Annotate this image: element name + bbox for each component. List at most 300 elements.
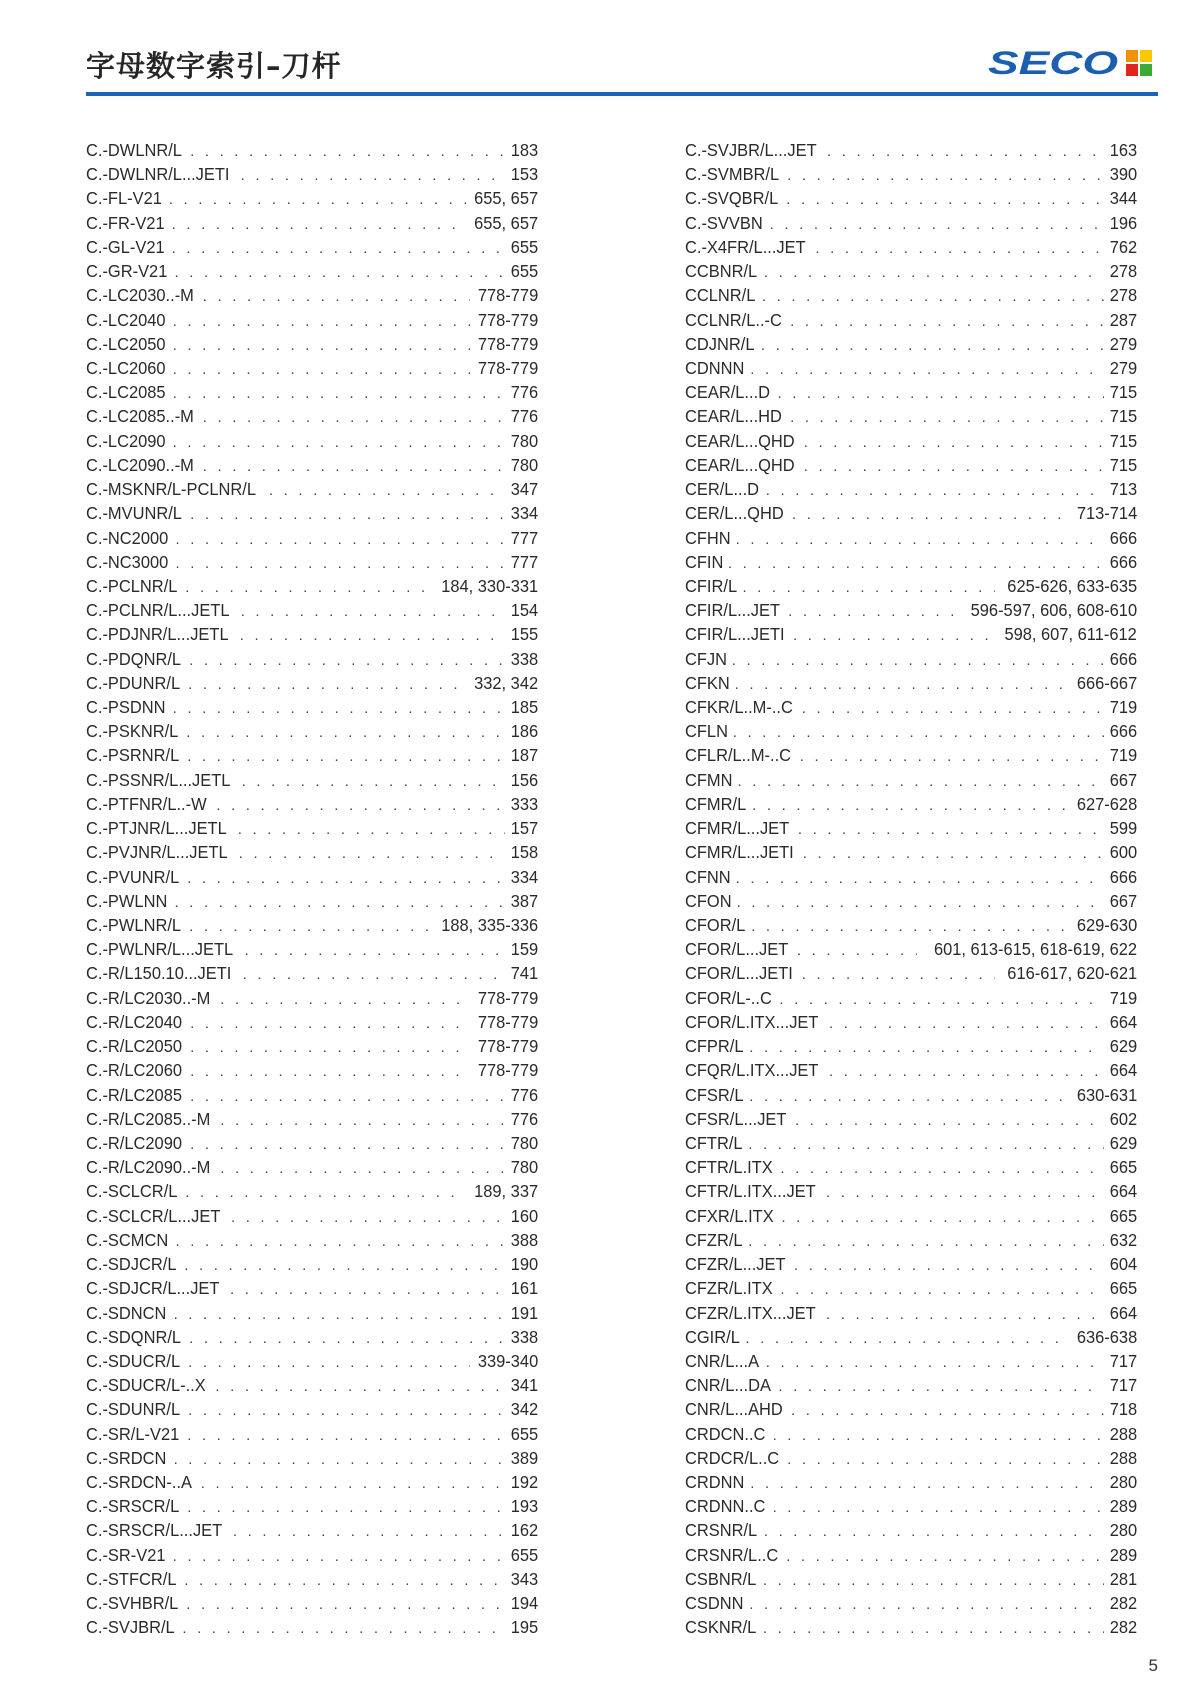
entry-pages: 338 — [510, 648, 538, 669]
dot-leader — [182, 1617, 504, 1641]
entry-code: CFMR/L...JETI — [685, 842, 794, 863]
entry-pages: 713 — [1109, 479, 1137, 500]
entry-pages: 627-628 — [1076, 793, 1137, 814]
index-entry — [86, 1470, 538, 1494]
index-entry — [86, 380, 538, 404]
entry-pages: 713-714 — [1076, 503, 1137, 524]
entry-pages: 194 — [510, 1593, 538, 1614]
index-entry — [86, 1518, 538, 1542]
entry-code: C.-DWLNR/L — [86, 140, 182, 160]
entry-code: CFTR/L.ITX...JET — [685, 1181, 816, 1202]
index-entry — [685, 356, 1137, 380]
index-entry — [685, 283, 1137, 307]
index-entry — [86, 1591, 538, 1615]
index-entry — [86, 1252, 538, 1276]
entry-pages: 667 — [1109, 890, 1137, 911]
entry-pages: 287 — [1109, 309, 1137, 330]
entry-pages: 777 — [510, 527, 538, 548]
index-entry — [685, 332, 1137, 356]
index-entry — [685, 961, 1137, 985]
index-entry — [86, 477, 538, 501]
dot-leader — [763, 1569, 1104, 1593]
index-entry — [685, 695, 1137, 719]
entry-pages: 780 — [510, 454, 538, 475]
entry-code: C.-FL-V21 — [86, 188, 162, 209]
entry-pages: 777 — [510, 551, 538, 572]
entry-pages: 341 — [510, 1375, 538, 1396]
index-entry — [685, 1083, 1137, 1107]
entry-code: C.-PDQNR/L — [86, 648, 182, 669]
dot-leader — [787, 1448, 1104, 1472]
entry-code: C.-STFCR/L — [86, 1568, 177, 1589]
index-entry — [685, 259, 1137, 283]
dot-leader — [241, 164, 505, 188]
dot-leader — [185, 1181, 466, 1205]
entry-code: C.-SRDCN-..A — [86, 1472, 193, 1493]
index-entry — [685, 308, 1137, 332]
dot-leader — [790, 310, 1104, 334]
entry-pages: 288 — [1109, 1447, 1137, 1468]
entry-pages: 666 — [1109, 551, 1137, 572]
entry-pages: 282 — [1109, 1593, 1137, 1614]
entry-code: CFKN — [685, 672, 730, 693]
dot-leader — [174, 1303, 505, 1327]
dot-leader — [732, 649, 1104, 673]
dot-leader — [827, 140, 1104, 164]
dot-leader — [751, 915, 1069, 939]
entry-code: C.-LC2060 — [86, 357, 166, 378]
index-entry — [685, 1543, 1137, 1567]
entry-pages: 279 — [1109, 333, 1137, 354]
dot-leader — [736, 528, 1104, 552]
entry-code: C.-LC2030..-M — [86, 285, 194, 306]
entry-code: CRDNN..C — [685, 1496, 766, 1517]
dot-leader — [203, 455, 505, 479]
entry-pages: 599 — [1109, 818, 1137, 839]
page-header — [86, 42, 1158, 92]
dot-leader — [172, 237, 505, 261]
entry-code: C.-SVQBR/L — [685, 188, 779, 209]
entry-pages: 655, 657 — [473, 188, 538, 209]
entry-code: C.-GL-V21 — [86, 236, 165, 257]
dot-leader — [190, 140, 505, 164]
index-entry — [86, 816, 538, 840]
dot-leader — [203, 285, 470, 309]
entry-pages: 717 — [1109, 1350, 1137, 1371]
entry-code: CFOR/L...JET — [685, 939, 789, 960]
index-column-left — [86, 138, 538, 1640]
dot-leader — [779, 988, 1103, 1012]
index-entry — [86, 1494, 538, 1518]
index-entry — [86, 1034, 538, 1058]
index-entry — [86, 768, 538, 792]
index-entry — [685, 768, 1137, 792]
index-entry — [685, 622, 1137, 646]
dot-leader — [804, 431, 1104, 455]
entry-code: C.-MSKNR/L-PCLNR/L — [86, 479, 257, 500]
dot-leader — [188, 1399, 505, 1423]
entry-pages: 778-779 — [477, 1036, 538, 1057]
index-entry — [685, 526, 1137, 550]
entry-pages: 715 — [1109, 382, 1137, 403]
dot-leader — [176, 552, 505, 576]
entry-pages: 655 — [510, 1423, 538, 1444]
dot-leader — [802, 963, 995, 987]
entry-code: C.-SVJBR/L — [86, 1617, 175, 1638]
index-entry — [685, 211, 1137, 235]
dot-leader — [736, 867, 1104, 891]
entry-pages: 183 — [510, 140, 538, 160]
index-entry — [685, 1301, 1137, 1325]
page-title: 字母数字索引–刀杆 — [86, 49, 342, 83]
entry-pages: 159 — [510, 939, 538, 960]
dot-leader — [764, 261, 1104, 285]
index-entry — [685, 1397, 1137, 1421]
entry-pages: 666 — [1109, 648, 1137, 669]
index-entry — [86, 937, 538, 961]
entry-pages: 629 — [1109, 1132, 1137, 1153]
index-entry — [685, 889, 1137, 913]
index-entry — [685, 1349, 1137, 1373]
index-entry — [86, 1446, 538, 1470]
entry-pages: 776 — [510, 1084, 538, 1105]
entry-pages: 158 — [510, 842, 538, 863]
index-entry — [86, 574, 538, 598]
dot-leader — [815, 237, 1103, 261]
entry-pages: 625-626, 633-635 — [1007, 575, 1137, 596]
entry-code: CER/L...D — [685, 479, 760, 500]
index-entry — [685, 1518, 1137, 1542]
entry-pages: 154 — [510, 600, 538, 621]
index-entry — [86, 695, 538, 719]
entry-code: CFQR/L.ITX...JET — [685, 1060, 819, 1081]
entry-code: C.-SVMBR/L — [685, 164, 780, 185]
dot-leader — [792, 503, 1069, 527]
entry-pages: 715 — [1109, 406, 1137, 427]
dot-leader — [829, 1060, 1104, 1084]
dot-leader — [778, 1375, 1103, 1399]
entry-code: CFON — [685, 890, 732, 911]
index-entry — [685, 380, 1137, 404]
entry-pages: 780 — [510, 1157, 538, 1178]
index-entry — [685, 162, 1137, 186]
entry-code: CEAR/L...HD — [685, 406, 782, 427]
dot-leader — [738, 770, 1104, 794]
entry-code: C.-LC2085..-M — [86, 406, 194, 427]
entry-pages: 387 — [510, 890, 538, 911]
dot-leader — [735, 673, 1069, 697]
entry-pages: 193 — [510, 1496, 538, 1517]
dot-leader — [794, 1254, 1104, 1278]
entry-pages: 289 — [1109, 1544, 1137, 1565]
entry-code: C.-PVUNR/L — [86, 866, 180, 887]
entry-pages: 718 — [1109, 1399, 1137, 1420]
entry-pages: 665 — [1109, 1205, 1137, 1226]
dot-leader — [173, 697, 505, 721]
dot-leader — [186, 721, 505, 745]
index-entry — [86, 1204, 538, 1228]
entry-code: C.-MVUNR/L — [86, 503, 182, 524]
index-entry — [86, 1301, 538, 1325]
entry-pages: 666 — [1109, 527, 1137, 548]
index-entry — [685, 865, 1137, 889]
entry-pages: 344 — [1109, 188, 1137, 209]
dot-leader — [187, 1424, 505, 1448]
dot-leader — [802, 697, 1104, 721]
entry-code: CFSR/L...JET — [685, 1108, 787, 1129]
entry-code: C.-SDUNR/L — [86, 1399, 181, 1420]
dot-leader — [826, 1303, 1104, 1327]
dot-leader — [728, 552, 1104, 576]
index-entry — [685, 574, 1137, 598]
entry-code: C.-SDUCR/L-..X — [86, 1375, 206, 1396]
entry-code: C.-PSKNR/L — [86, 721, 179, 742]
entry-code: C.-PCLNR/L — [86, 575, 178, 596]
index-entry — [86, 889, 538, 913]
index-entry — [685, 986, 1137, 1010]
entry-code: C.-SVVBN — [685, 212, 763, 233]
dot-leader — [238, 818, 505, 842]
dot-leader — [780, 1157, 1103, 1181]
entry-code: CCBNR/L — [685, 261, 758, 282]
dot-leader — [803, 842, 1104, 866]
index-entry — [685, 404, 1137, 428]
dot-leader — [245, 939, 505, 963]
entry-pages: 665 — [1109, 1278, 1137, 1299]
index-entry — [86, 840, 538, 864]
index-entry — [86, 1131, 538, 1155]
index-entry — [86, 1543, 538, 1567]
entry-code: CRDCR/L..C — [685, 1447, 780, 1468]
entry-pages: 601, 613-615, 618-619, 622 — [933, 939, 1137, 960]
entry-code: C.-PCLNR/L...JETL — [86, 600, 230, 621]
entry-code: C.-PTFNR/L..-W — [86, 793, 207, 814]
dot-leader — [169, 188, 466, 212]
index-entry — [685, 1107, 1137, 1131]
dot-leader — [777, 382, 1103, 406]
index-entry — [86, 1155, 538, 1179]
index-entry — [86, 186, 538, 210]
index-entry — [685, 1615, 1137, 1639]
dot-leader — [173, 431, 505, 455]
entry-pages: 719 — [1109, 987, 1137, 1008]
index-entry — [685, 1058, 1137, 1082]
entry-pages: 666 — [1109, 866, 1137, 887]
entry-pages: 655 — [510, 1544, 538, 1565]
index-entry — [685, 1591, 1137, 1615]
entry-pages: 278 — [1109, 261, 1137, 282]
entry-code: C.-NC3000 — [86, 551, 169, 572]
dot-leader — [786, 1545, 1104, 1569]
entry-code: CFZR/L...JET — [685, 1254, 786, 1275]
dot-leader — [173, 310, 470, 334]
entry-code: C.-PDJNR/L...JETL — [86, 624, 229, 645]
dot-leader — [190, 1036, 470, 1060]
entry-pages: 191 — [510, 1302, 538, 1323]
entry-pages: 596-597, 606, 608-610 — [970, 600, 1137, 621]
entry-code: CFMR/L — [685, 793, 747, 814]
entry-code: CGIR/L — [685, 1326, 740, 1347]
dot-leader — [185, 576, 431, 600]
entry-code: C.-FR-V21 — [86, 212, 165, 233]
dot-leader — [239, 842, 505, 866]
svg-text:SECO: SECO — [988, 47, 1119, 77]
index-entry — [685, 1325, 1137, 1349]
index-entry — [685, 1470, 1137, 1494]
index-entry — [685, 1494, 1137, 1518]
dot-leader — [770, 213, 1104, 237]
index-entry — [685, 138, 1137, 162]
entry-pages: 664 — [1109, 1011, 1137, 1032]
index-entry — [86, 501, 538, 525]
entry-code: CFPR/L — [685, 1036, 744, 1057]
index-entry — [86, 1325, 538, 1349]
entry-code: CFXR/L.ITX — [685, 1205, 774, 1226]
dot-leader — [764, 1520, 1104, 1544]
dot-leader — [773, 1496, 1104, 1520]
entry-code: C.-R/LC2060 — [86, 1060, 183, 1081]
entry-code: CFZR/L — [685, 1229, 743, 1250]
entry-code: CRDCN..C — [685, 1423, 766, 1444]
index-entry — [685, 1228, 1137, 1252]
dot-leader — [172, 213, 466, 237]
index-entry — [685, 1252, 1137, 1276]
index-entry — [86, 1179, 538, 1203]
index-entry — [86, 792, 538, 816]
entry-code: C.-R/LC2030..-M — [86, 987, 211, 1008]
dot-leader — [733, 721, 1104, 745]
dot-leader — [242, 770, 505, 794]
dot-leader — [766, 1351, 1104, 1375]
entry-pages: 280 — [1109, 1472, 1137, 1493]
entry-code: C.-PVJNR/L...JETL — [86, 842, 228, 863]
entry-code: CFIR/L — [685, 575, 738, 596]
entry-pages: 629-630 — [1076, 915, 1137, 935]
dot-leader — [215, 1375, 504, 1399]
entry-code: C.-X4FR/L...JET — [685, 236, 806, 257]
entry-code: CFIR/L...JETI — [685, 624, 785, 645]
entry-pages: 665 — [1109, 1157, 1137, 1178]
entry-code: C.-R/LC2050 — [86, 1036, 183, 1057]
entry-code: C.-SDNCN — [86, 1302, 167, 1323]
entry-pages: 780 — [510, 430, 538, 451]
index-entry — [86, 1276, 538, 1300]
index-entry — [86, 622, 538, 646]
index-entry — [685, 719, 1137, 743]
dot-leader — [173, 1545, 505, 1569]
dot-leader — [829, 1012, 1104, 1036]
dot-leader — [781, 1206, 1103, 1230]
entry-code: CFOR/L-..C — [685, 987, 772, 1008]
dot-leader — [187, 745, 505, 769]
dot-leader — [187, 867, 505, 891]
dot-leader — [786, 188, 1104, 212]
entry-code: CFJN — [685, 648, 728, 669]
index-entry — [685, 792, 1137, 816]
index-entry — [86, 453, 538, 477]
dot-leader — [750, 1472, 1104, 1496]
entry-code: CDNNN — [685, 357, 745, 378]
entry-pages: 157 — [510, 818, 538, 839]
entry-code: C.-SDQNR/L — [86, 1326, 182, 1347]
entry-pages: 155 — [510, 624, 538, 645]
dot-leader — [203, 406, 505, 430]
entry-pages: 160 — [510, 1205, 538, 1226]
index-entry — [86, 283, 538, 307]
entry-code: CFMN — [685, 769, 733, 790]
entry-pages: 778-779 — [477, 1011, 538, 1032]
dot-leader — [269, 479, 505, 503]
dot-leader — [240, 624, 505, 648]
entry-code: C.-SVJBR/L...JET — [685, 140, 817, 160]
entry-pages: 282 — [1109, 1617, 1137, 1638]
dot-leader — [174, 1448, 505, 1472]
dot-leader — [773, 1424, 1104, 1448]
index-entry — [86, 1010, 538, 1034]
entry-code: CFIN — [685, 551, 724, 572]
entry-code: C.-PSRNR/L — [86, 745, 180, 766]
entry-pages: 334 — [510, 503, 538, 524]
index-entry — [86, 429, 538, 453]
entry-code: CRSNR/L — [685, 1520, 758, 1541]
index-entry — [86, 356, 538, 380]
dot-leader — [826, 1181, 1104, 1205]
dot-leader — [766, 479, 1104, 503]
entry-code: CFIR/L...JET — [685, 600, 781, 621]
dot-leader — [763, 1617, 1104, 1641]
dot-leader — [791, 1399, 1104, 1423]
entry-code: C.-GR-V21 — [86, 261, 168, 282]
dot-leader — [790, 406, 1104, 430]
index-entry — [86, 1228, 538, 1252]
dot-leader — [241, 600, 505, 624]
index-entry — [86, 550, 538, 574]
entry-code: CNR/L...AHD — [685, 1399, 783, 1420]
dot-leader — [173, 334, 470, 358]
entry-code: CFZR/L.ITX...JET — [685, 1302, 816, 1323]
dot-leader — [189, 649, 505, 673]
entry-code: CNR/L...DA — [685, 1375, 771, 1396]
index-entry — [86, 211, 538, 235]
dot-leader — [201, 1472, 505, 1496]
index-entry — [685, 1131, 1137, 1155]
dot-leader — [220, 1109, 505, 1133]
entry-pages: 189, 337 — [473, 1181, 538, 1202]
entry-code: CEAR/L...QHD — [685, 430, 795, 451]
entry-pages: 162 — [510, 1520, 538, 1541]
index-entry — [86, 865, 538, 889]
dot-leader — [190, 503, 505, 527]
entry-code: CRDNN — [685, 1472, 745, 1493]
dot-leader — [220, 988, 470, 1012]
dot-leader — [190, 1133, 505, 1157]
entry-code: C.-PWLNN — [86, 890, 168, 911]
entry-code: C.-SVHBR/L — [86, 1593, 179, 1614]
entry-pages: 188, 335-336 — [441, 915, 538, 935]
index-entry — [685, 647, 1137, 671]
index-column-right — [685, 138, 1137, 1640]
entry-pages: 776 — [510, 382, 538, 403]
entry-code: C.-R/LC2085 — [86, 1084, 183, 1105]
entry-pages: 281 — [1109, 1568, 1137, 1589]
entry-pages: 664 — [1109, 1181, 1137, 1202]
dot-leader — [797, 939, 917, 963]
seco-logo — [988, 47, 1158, 77]
entry-code: CSDNN — [685, 1593, 744, 1614]
entry-code: CFLR/L..M-..C — [685, 745, 792, 766]
dot-leader — [186, 1593, 505, 1617]
entry-pages: 655 — [510, 261, 538, 282]
